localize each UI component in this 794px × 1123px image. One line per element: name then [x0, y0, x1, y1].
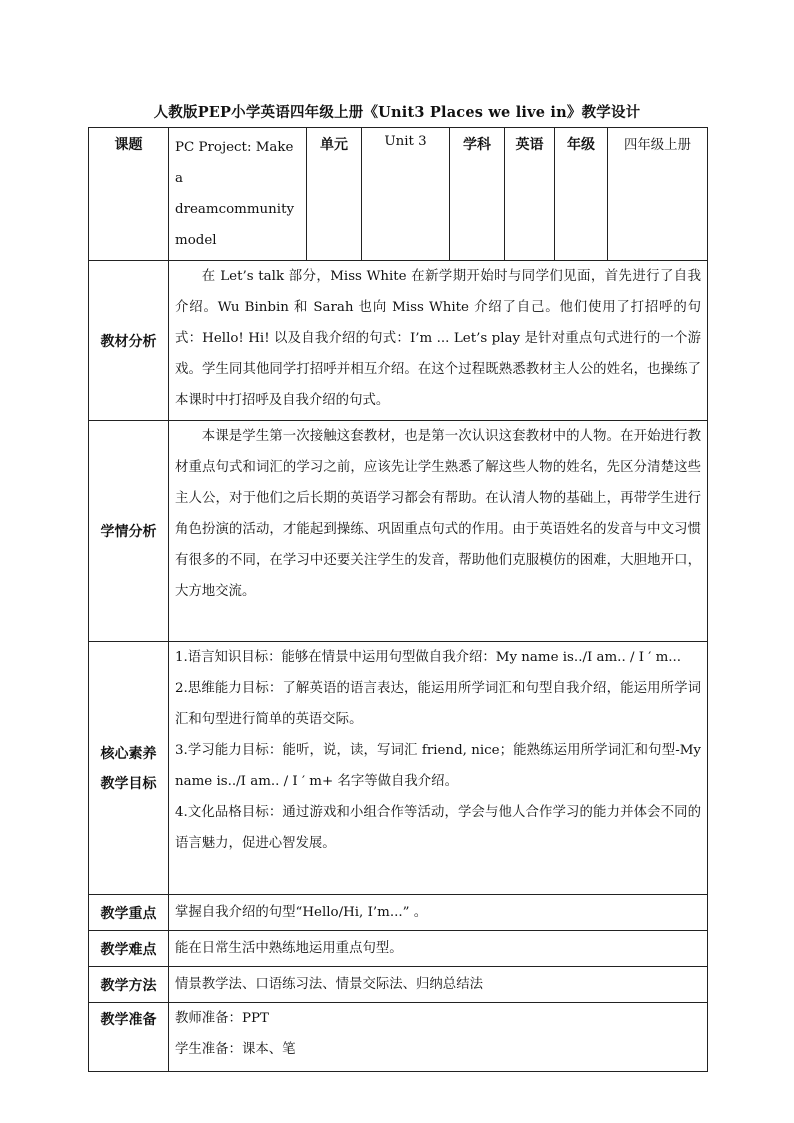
topic-label: 课题: [89, 128, 169, 261]
textbook-analysis-row: [89, 261, 708, 421]
difficulty-row: [89, 931, 708, 967]
goal-item: 3.学习能力目标：能听，说，读，写词汇 friend, nice；能熟练运用所学词汇和句型-My name is../I am.. / I ′ m+ 名字等做自我介绍。: [175, 743, 701, 789]
difficulty-text: 能在日常生活中熟练地运用重点句型。: [169, 931, 708, 967]
textbook-analysis-text: 在 Let’s talk 部分，Miss White 在新学期开始时与同学们见面，首先进行了自我介绍。Wu Binbin 和 Sarah 也向 Miss White 介绍了自己。他们使用了打招呼的句式：Hello! Hi! 以及自我介绍的句式：I’m ... Let’s play 是针对重点句式进行的一个游戏。学生同其他同学打招呼并相互介绍。在这个过程既熟悉教材主人公的姓名，也操练了本课时中打招呼及自我介绍的句式。: [175, 269, 701, 408]
methods-text: 情景教学法、口语练习法、情景交际法、归纳总结法: [169, 967, 708, 1003]
goal-item: 2.思维能力目标：了解英语的语言表达，能运用所学词汇和句型自我介绍，能运用所学词汇和句型进行简单的英语交际。: [175, 681, 701, 727]
goals-label-line2: 教学目标: [100, 776, 157, 792]
teaching-goals-row: [89, 642, 708, 895]
preparation-row: [89, 1003, 708, 1072]
grade-label: 年级: [555, 128, 608, 261]
key-point-text: 掌握自我介绍的句型“Hello/Hi, I’m...” 。: [169, 895, 708, 931]
topic-value: PC Project: Make a dreamcommunity model: [169, 128, 307, 261]
student-analysis-label: 学情分析: [89, 421, 169, 642]
difficulty-label: 教学难点: [89, 931, 169, 967]
textbook-analysis-label: 教材分析: [89, 261, 169, 421]
header-row: [89, 128, 708, 261]
subject-value: 英语: [505, 128, 555, 261]
preparation-label: 教学准备: [89, 1003, 169, 1072]
goals-label-line1: 核心素养: [100, 746, 157, 762]
goal-item: 4.文化品格目标：通过游戏和小组合作等活动，学会与他人合作学习的能力并体会不同的语言魅力，促进心智发展。: [175, 805, 701, 851]
unit-value: Unit 3: [362, 128, 450, 261]
methods-label: 教学方法: [89, 967, 169, 1003]
key-point-label: 教学重点: [89, 895, 169, 931]
teacher-preparation: 教师准备：PPT: [175, 1011, 269, 1026]
student-analysis-text: 本课是学生第一次接触这套教材，也是第一次认识这套教材中的人物。在开始进行教材重点句式和词汇的学习之前，应该先让学生熟悉了解这些人物的姓名，先区分清楚这些主人公，对于他们之后长期的英语学习都会有帮助。在认清人物的基础上，再带学生进行角色扮演的活动，才能起到操练、巩固重点句式的作用。由于英语姓名的发音与中文习惯有很多的不同，在学习中还要关注学生的发音，帮助他们克服模仿的困难，大胆地开口，大方地交流。: [175, 429, 701, 599]
document-title: 人教版PEP小学英语四年级上册《Unit3 Places we live in》教学设计: [153, 104, 641, 121]
grade-value: 四年级上册: [608, 128, 708, 261]
student-analysis-row: [89, 421, 708, 642]
unit-label: 单元: [307, 128, 362, 261]
lesson-plan-table: [88, 127, 708, 1072]
subject-label: 学科: [450, 128, 505, 261]
methods-row: [89, 967, 708, 1003]
goal-item: 1.语言知识目标：能够在情景中运用句型做自我介绍：My name is../I am.. / I ′ m...: [175, 650, 682, 665]
student-preparation: 学生准备：课本、笔: [175, 1042, 296, 1057]
key-point-row: [89, 895, 708, 931]
